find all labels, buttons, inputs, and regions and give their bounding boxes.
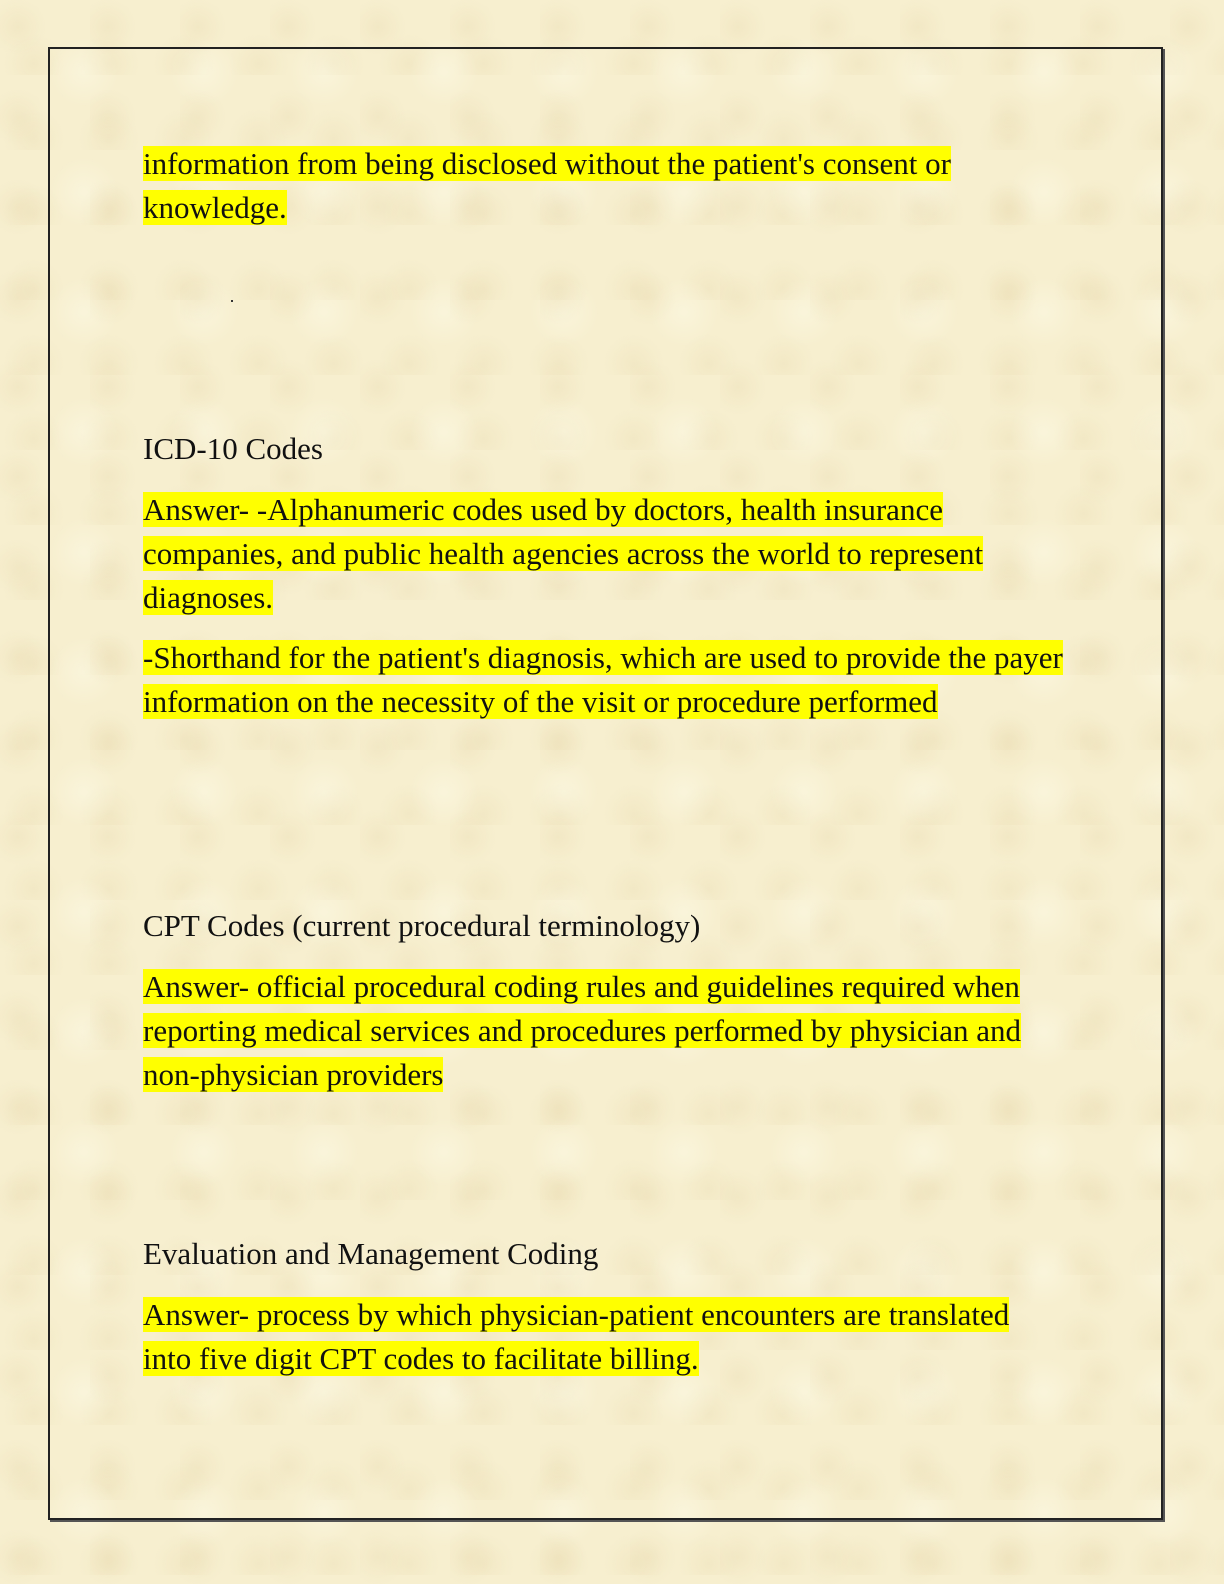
term-icd10: ICD-10 Codes: [143, 431, 323, 466]
answer-icd10-1: [143, 488, 1083, 620]
term-em-coding: Evaluation and Management Coding: [143, 1236, 599, 1271]
answer-text: Answer- process by which physician-patient encounters are translated into five digit CPT codes to facilitate billing.: [143, 1297, 1010, 1376]
answer-text: Answer- -Alphanumeric codes used by doctors, health insurance companies, and public health agencies across the world to represent diagnoses.: [143, 492, 984, 615]
stray-dot: [231, 300, 233, 302]
continuation-block: [143, 142, 1083, 230]
answer-text: Answer- official procedural coding rules and guidelines required when reporting medical services and procedures performed by physician and non-physician providers: [143, 969, 1022, 1092]
entry-icd10: [143, 427, 1083, 471]
answer-icd10-2-block: [143, 636, 1083, 724]
answer-icd10-2: [143, 636, 1083, 724]
entry-cpt: [143, 904, 1083, 948]
answer-icd10-1-block: [143, 488, 1083, 620]
continuation-paragraph: [143, 142, 1083, 230]
continuation-text: information from being disclosed without the patient's consent or knowledge.: [143, 146, 951, 225]
answer-cpt: [143, 965, 1083, 1097]
answer-em-block: [143, 1293, 1023, 1381]
term-cpt: CPT Codes (current procedural terminology): [143, 908, 701, 943]
entry-em-coding: [143, 1232, 1083, 1276]
answer-text: -Shorthand for the patient's diagnosis, which are used to provide the payer information on the necessity of the visit or procedure performed: [143, 640, 1063, 719]
answer-cpt-block: [143, 965, 1083, 1097]
answer-em: [143, 1293, 1023, 1381]
